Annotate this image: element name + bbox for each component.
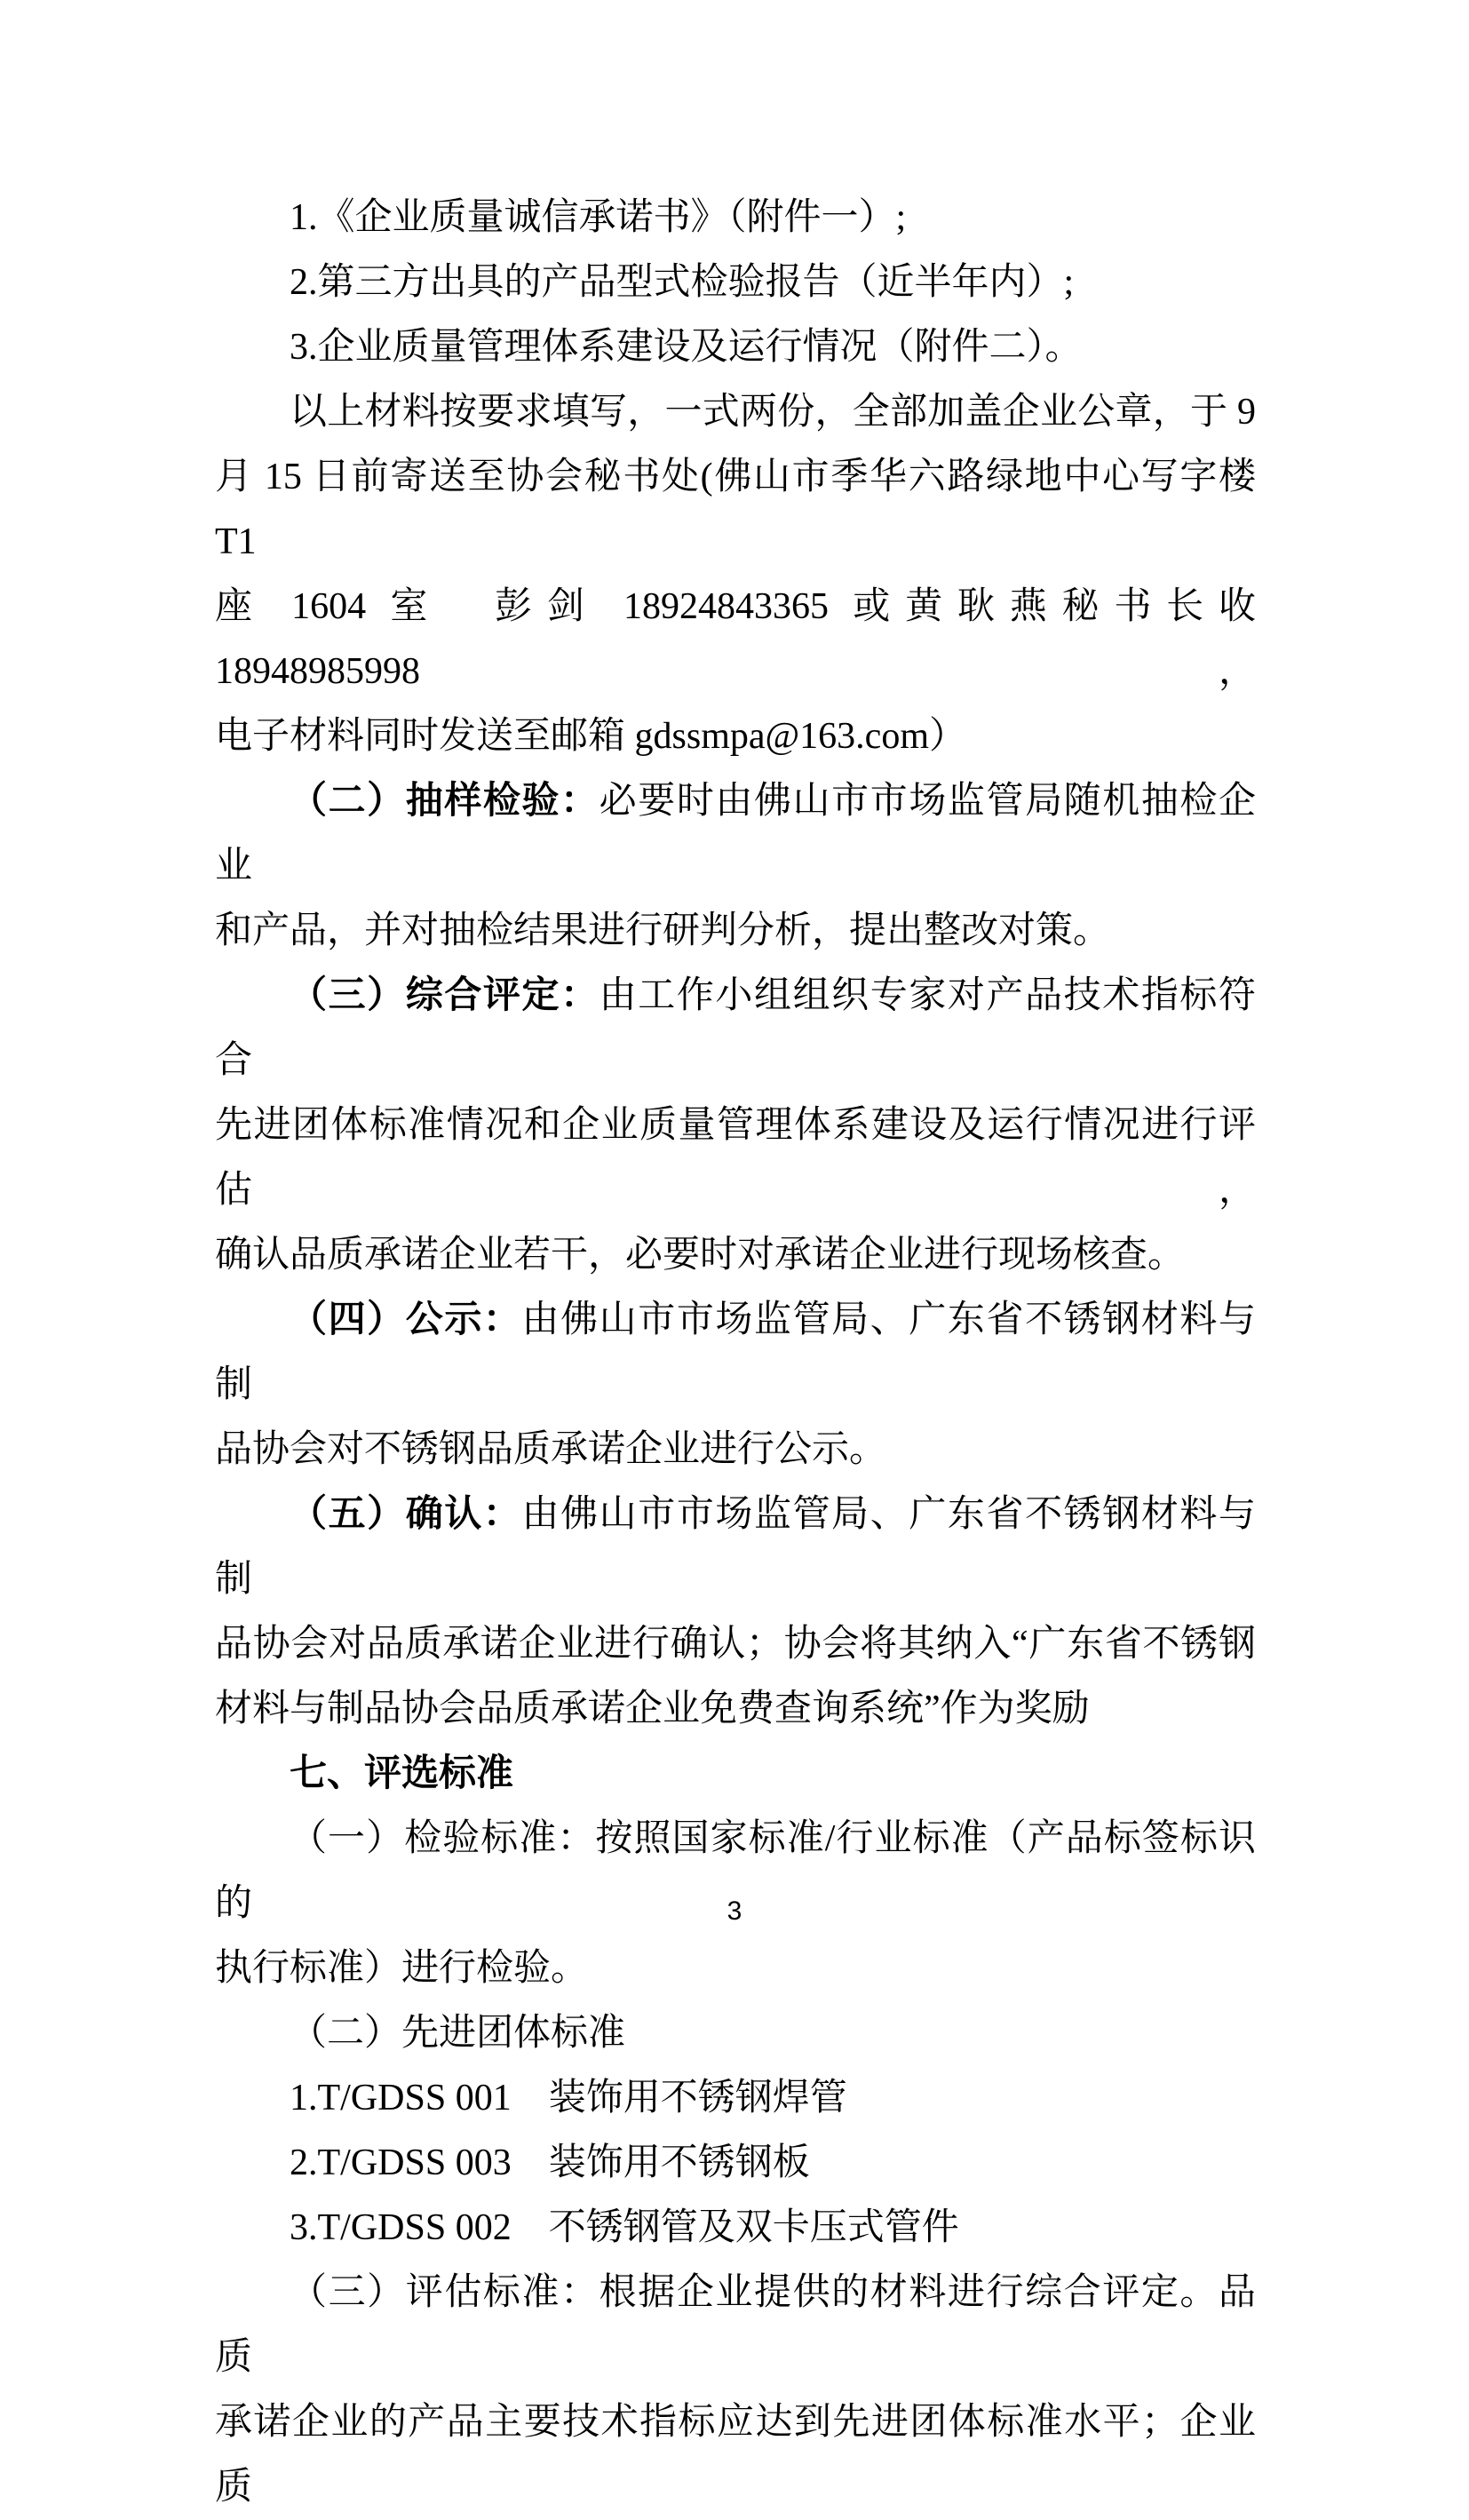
text-run: （一）检验标准：按照国家标准/行业标准（产品标签标识的 [215,1818,1256,1924]
text-run: 确认品质承诺企业若干，必要时对承诺企业进行现场核查。 [215,1235,1186,1276]
text-run: 1.《企业质量诚信承诺书》（附件一）; [290,197,907,238]
text-run: 和产品，并对抽检结果进行研判分析，提出整改对策。 [215,910,1111,951]
heading-run: （五）确认： [290,1494,522,1535]
text-run: 执行标准）进行检验。 [215,1948,589,1989]
document-line [215,2131,1256,2196]
document-line [215,445,1256,575]
document-line [215,1288,1256,1418]
document-line [215,899,1256,964]
document-line [215,1418,1256,1483]
text-run: 由佛山市市场监管局、广东省不锈钢材料与制 [215,1300,1256,1405]
document-line [215,1612,1256,1677]
document-line [215,1223,1256,1288]
document-line [215,380,1256,445]
text-run: 材料与制品协会品质承诺企业免费查询系统”作为奖励 [215,1689,1090,1729]
document-line [215,2196,1256,2261]
heading-run: 七、评选标准 [290,1753,514,1794]
document-body [215,186,1256,2520]
text-run: 品协会对不锈钢品质承诺企业进行公示。 [215,1429,887,1470]
document-line [215,1677,1256,1742]
text-run: 3.企业质量管理体系建设及运行情况（附件二）。 [290,327,1083,368]
text-run: 月 15 日前寄送至协会秘书处(佛山市季华六路绿地中心写字楼 T1 [215,457,1256,562]
heading-run: （二）抽样检验： [290,781,600,822]
document-line [215,186,1256,250]
text-run: 承诺企业的产品主要技术指标应达到先进团体标准水平；企业质 [215,2402,1256,2508]
text-run: 2.第三方出具的产品型式检验报告（近半年内）; [290,262,1075,303]
text-run: 电子材料同时发送至邮箱 gdssmpa@163.com） [215,716,966,757]
document-line [215,769,1256,899]
document-line [215,1093,1256,1223]
document-line [215,2261,1256,2390]
document-line [215,250,1256,315]
heading-run: （四）公示： [290,1300,522,1340]
text-run: 必要时由佛山市市场监管局随机抽检企业 [215,781,1256,886]
text-run: 3.T/GDSS 002 不锈钢管及双卡压式管件 [290,2207,959,2248]
document-line [215,2390,1256,2520]
document-line [215,1936,1256,2001]
page-number: 3 [727,1896,742,1926]
document-line [215,1483,1256,1612]
text-run: 由工作小组组织专家对产品技术指标符合 [215,975,1256,1081]
text-run: （三）评估标准：根据企业提供的材料进行综合评定。品质 [215,2272,1256,2378]
document-line [215,575,1256,704]
text-run: 先进团体标准情况和企业质量管理体系建设及运行情况进行评估， [215,1105,1256,1211]
text-run: 由佛山市市场监管局、广东省不锈钢材料与制 [215,1494,1256,1600]
document-line [215,2066,1256,2131]
text-run: 座 1604 室 彭剑 18924843365 或黄耿燕秘书长收 18948985998， [215,586,1256,692]
document-line [215,2001,1256,2066]
text-run: （二）先进团体标准 [290,2013,626,2054]
text-run: 品协会对品质承诺企业进行确认；协会将其纳入“广东省不锈钢 [215,1624,1256,1665]
document-line [215,704,1256,769]
document-line [215,964,1256,1093]
document-line [215,315,1256,380]
text-run: 以上材料按要求填写，一式两份，全部加盖企业公章，于 9 [290,392,1256,433]
heading-run: （三）综合评定： [290,975,600,1016]
text-run: 2.T/GDSS 003 装饰用不锈钢板 [290,2142,810,2183]
text-run: 1.T/GDSS 001 装饰用不锈钢焊管 [290,2078,847,2119]
document-line [215,1742,1256,1807]
